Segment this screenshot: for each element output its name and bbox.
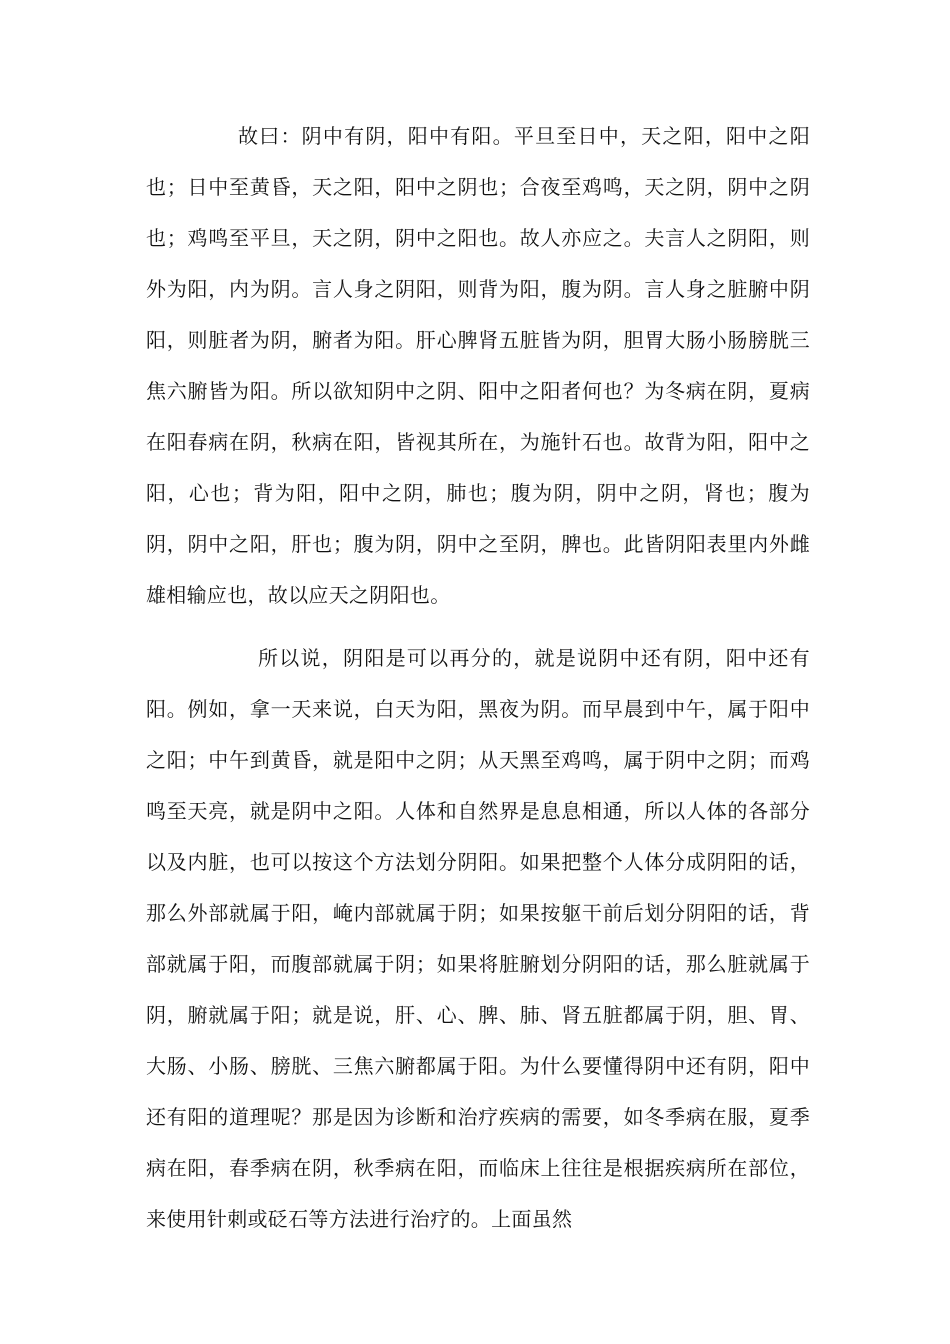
paragraph-classical-quote: 故曰：阴中有阴，阳中有阳。平旦至日中，天之阳，阳中之阳也；日中至黄昏，天之阳，阳中之阴也；合夜至鸡鸣，天之阴，阴中之阴也；鸡鸣至平旦，天之阴，阴中之阳也。故人亦应之。夫言人之阴阳，则外为阳，内为阴。言人身之阴阳，则背为阳，腹为阴。言人身之脏腑中阴阳，则脏者为阴，腑者为阳。肝心脾肾五脏皆为阴，胆胃大肠小肠膀胱三焦六腑皆为阳。所以欲知阴中之阴、阳中之阳者何也？为冬病在阴，夏病在阳春病在阴，秋病在阳，皆视其所在，为施针石也。故背为阳，阳中之阳，心也；背为阳，阳中之阴，肺也；腹为阴，阴中之阴，肾也；腹为阴，阴中之阳，肝也；腹为阴，阴中之至阴，脾也。此皆阴阳表里内外雌雄相输应也，故以应天之阴阳也。 (146, 124, 810, 607)
paragraph-explanation: 所以说，阴阳是可以再分的，就是说阴中还有阴，阳中还有阳。例如，拿一天来说，白天为阳，黑夜为阴。而早晨到中午，属于阳中之阳；中午到黄昏，就是阳中之阴；从天黑至鸡鸣，属于阴中之阴；而鸡鸣至天亮，就是阴中之阳。人体和自然界是息息相通，所以人体的各部分以及内脏，也可以按这个方法划分阴阳。如果把整个人体分成阴阳的话，那么外部就属于阳，崦内部就属于阴；如果按躯干前后划分阴阳的话，背部就属于阳，而腹部就属于阴；如果将脏腑划分阴阳的话，那么脏就属于阴，腑就属于阳；就是说，肝、心、脾、肺、肾五脏都属于阴，胆、胃、大肠、小肠、膀胱、三焦六腑都属于阳。为什么要懂得阴中还有阴，阳中还有阳的道理呢？那是因为诊断和治疗疾病的需要，如冬季病在服，夏季病在阳，春季病在阴，秋季病在阳，而临床上往往是根据疾病所在部位，来使用针刺或砭石等方法进行治疗的。上面虽然 (146, 646, 810, 1231)
